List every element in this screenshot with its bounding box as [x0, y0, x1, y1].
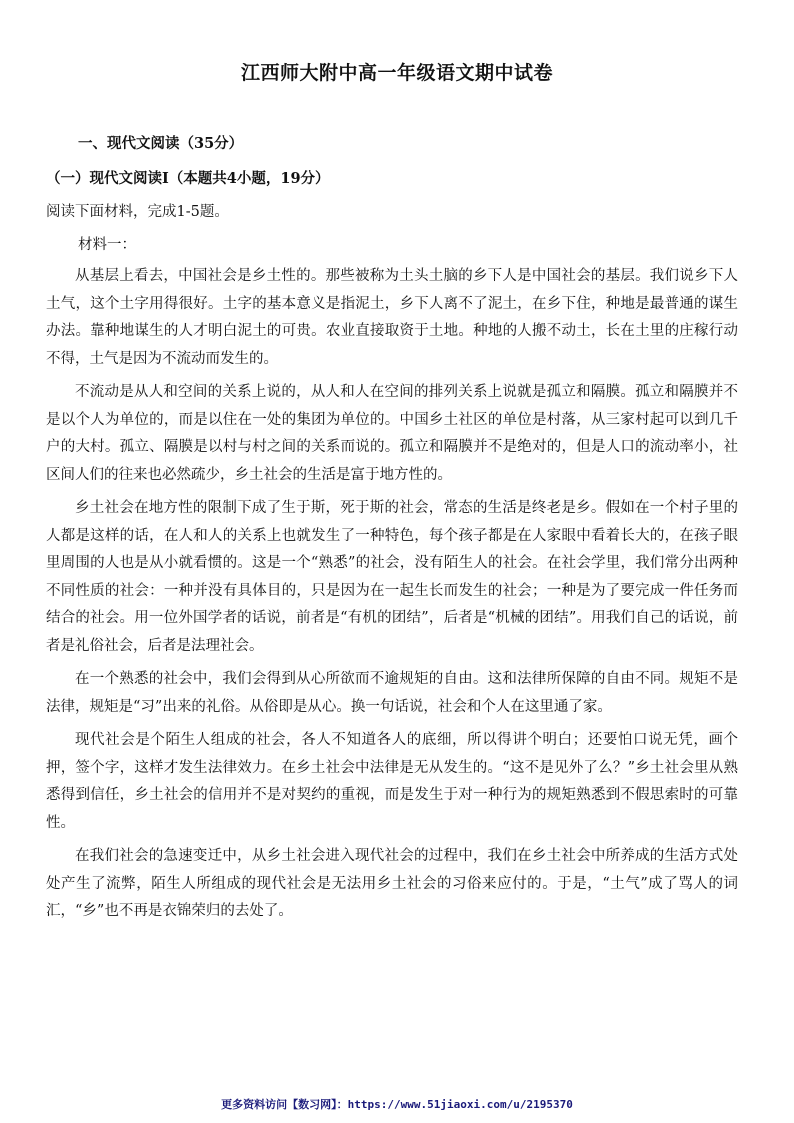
paragraph-3: 乡土社会在地方性的限制下成了生于斯，死于斯的社会，常态的生活是终老是乡。假如在一个村子里的人都是这样的话，在人和人的关系上也就发生了一种特色，每个孩子都是在人家眼中看着长大的，在孩子眼里周围的人也是从小就看惯的。这是一个“熟悉”的社会，没有陌生人的社会。在社会学里，我们常分出两种不同性质的社会：一种并没有具体目的，只是因为在一起生长而发生的社会；一种是为了要完成一件任务而结合的社会。用一位外国学者的话说，前者是“有机的团结”，后者是“机械的团结”。用我们自己的话说，前者是礼俗社会，后者是法理社会。 — [46, 500, 738, 654]
subsection-heading: （一）现代文阅读Ⅰ（本题共4小题，19分） — [46, 170, 330, 187]
exam-title: 江西师大附中高一年级语文期中试卷 — [240, 62, 553, 84]
paragraph-4: 在一个熟悉的社会中，我们会得到从心所欲而不逾规矩的自由。这和法律所保障的自由不同。规矩不是法律，规矩是“习”出来的礼俗。从俗即是从心。换一句话说，社会和个人在这里通了家。 — [46, 671, 738, 715]
reading-instruction: 阅读下面材料，完成1-5题。 — [46, 204, 229, 220]
paragraph-1: 从基层上看去，中国社会是乡土性的。那些被称为土头土脑的乡下人是中国社会的基层。我们说乡下人土气，这个土字用得很好。土字的基本意义是指泥土，乡下人离不了泥土，在乡下住，种地是最普通的谋生办法。靠种地谋生的人才明白泥土的可贵。农业直接取资于土地。种地的人搬不动土，长在土里的庄稼行动不得，土气是因为不流动而发生的。 — [46, 268, 738, 367]
paragraph-2: 不流动是从人和空间的关系上说的，从人和人在空间的排列关系上说就是孤立和隔膜。孤立和隔膜并不是以个人为单位的，而是以住在一处的集团为单位的。中国乡土社区的单位是村落，从三家村起可以到几千户的大村。孤立、隔膜是以村与村之间的关系而说的。孤立和隔膜并不是绝对的，但是人口的流动率小，社区间人们的往来也必然疏少，乡土社会的生活是富于地方性的。 — [46, 384, 738, 483]
section-heading: 一、现代文阅读（35分） — [78, 135, 244, 152]
footer-link[interactable]: 更多资料访问【数习网】：https://www.51jiaoxi.com/u/2195370 — [221, 1098, 573, 1111]
paragraph-5: 现代社会是个陌生人组成的社会，各人不知道各人的底细，所以得讲个明白；还要怕口说无凭，画个押，签个字，这样才发生法律效力。在乡土社会中法律是无从发生的。“这不是见外了么？”乡土社会里从熟悉得到信任，乡土社会的信用并不是对契约的重视，而是发生于对一种行为的规矩熟悉到不假思索时的可靠性。 — [46, 732, 738, 831]
material-body — [46, 263, 738, 932]
paragraph-6: 在我们社会的急速变迁中，从乡土社会进入现代社会的过程中，我们在乡土社会中所养成的生活方式处处产生了流弊，陌生人所组成的现代社会是无法用乡土社会的习俗来应付的。于是，“土气”成了骂人的词汇，“乡”也不再是衣锦荣归的去处了。 — [46, 848, 738, 919]
material-label: 材料一： — [78, 237, 136, 253]
